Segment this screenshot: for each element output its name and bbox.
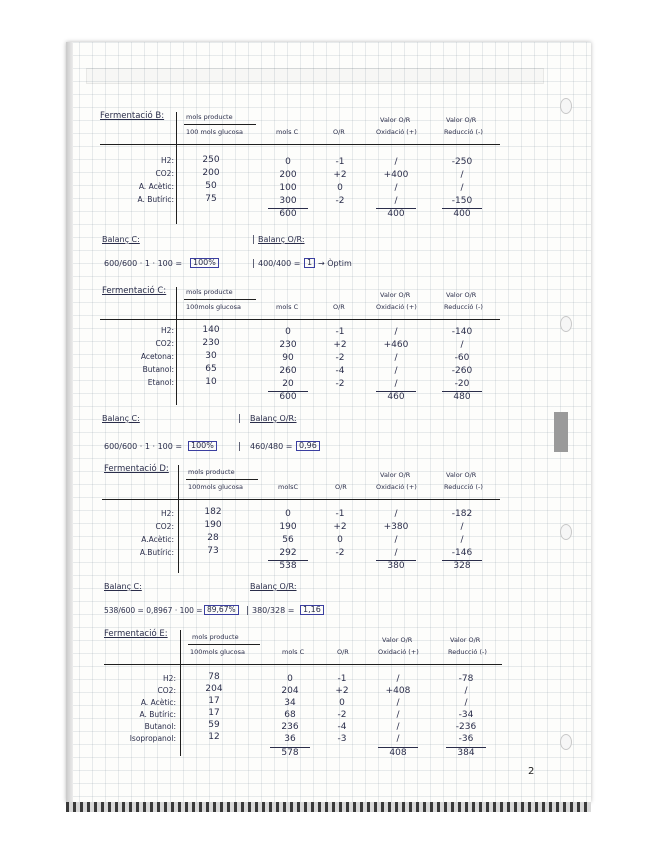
cell-mols: 140 bbox=[202, 325, 220, 335]
table-title: Fermentació B: bbox=[100, 111, 165, 121]
cell-mols-c: 0 bbox=[285, 157, 291, 167]
punch-hole bbox=[560, 524, 572, 540]
header-mols-c: mols C bbox=[276, 303, 299, 311]
header-valor-or-ox: Valor O/R bbox=[380, 116, 411, 124]
cell-mols-c: 0 bbox=[285, 509, 291, 519]
table-divider bbox=[100, 144, 500, 145]
total-reduccio: 328 bbox=[442, 560, 482, 571]
fraction-line bbox=[188, 644, 260, 645]
cell-mols-c: 200 bbox=[279, 170, 297, 180]
balance-c-expression: 600/600 · 1 · 100 = bbox=[104, 442, 183, 451]
cell-reduccio: -36 bbox=[458, 734, 474, 744]
balance-c-expression: 600/600 · 1 · 100 = bbox=[104, 259, 183, 268]
table-divider bbox=[180, 630, 181, 756]
row-label: CO2: bbox=[155, 169, 174, 178]
cell-reduccio: / bbox=[460, 183, 464, 193]
cell-or: +2 bbox=[333, 170, 347, 180]
header-or: O/R bbox=[333, 303, 345, 311]
cell-mols: 10 bbox=[205, 377, 217, 387]
table-divider bbox=[100, 319, 500, 320]
header-oxidacio: Oxidació (+) bbox=[376, 128, 417, 136]
balance-or-expression: 380/328 = bbox=[252, 606, 295, 615]
header-oxidacio: Oxidació (+) bbox=[376, 483, 417, 491]
header-100-mols-glucosa: 100mols glucosa bbox=[186, 303, 241, 311]
balance-c-result: 100% bbox=[188, 441, 217, 451]
cell-or: -4 bbox=[337, 722, 347, 732]
balance-c-label: Balanç C: bbox=[102, 414, 140, 423]
header-or: O/R bbox=[337, 648, 349, 656]
cell-oxidacio: / bbox=[394, 379, 398, 389]
header-mols-c: mols C bbox=[282, 648, 305, 656]
header-valor-or-ox: Valor O/R bbox=[380, 471, 411, 479]
cell-or: -2 bbox=[335, 379, 345, 389]
header-reduccio: Reducció (-) bbox=[444, 303, 483, 311]
row-label: Etanol: bbox=[147, 378, 174, 387]
cell-or: +2 bbox=[333, 340, 347, 350]
cell-oxidacio: / bbox=[396, 734, 400, 744]
cell-or: -2 bbox=[335, 353, 345, 363]
cell-or: -2 bbox=[335, 548, 345, 558]
cell-or: 0 bbox=[337, 183, 343, 193]
row-label: Butanol: bbox=[142, 365, 174, 374]
side-tab bbox=[554, 412, 568, 452]
balance-or-expression: 400/400 = bbox=[258, 259, 301, 268]
balance-or-result: 0,96 bbox=[296, 441, 320, 451]
cell-mols-c: 68 bbox=[284, 710, 296, 720]
header-oxidacio: Oxidació (+) bbox=[378, 648, 419, 656]
balance-separator: | bbox=[238, 442, 242, 452]
cell-oxidacio: / bbox=[396, 722, 400, 732]
cell-oxidacio: / bbox=[394, 353, 398, 363]
cell-mols: 182 bbox=[204, 507, 222, 517]
cell-oxidacio: / bbox=[396, 698, 400, 708]
cell-or: 0 bbox=[337, 535, 343, 545]
cell-mols: 59 bbox=[208, 720, 220, 730]
cell-mols: 28 bbox=[207, 533, 219, 543]
header-valor-or-red: Valor O/R bbox=[446, 116, 477, 124]
header-valor-or-red: Valor O/R bbox=[446, 471, 477, 479]
row-label: H2: bbox=[161, 156, 174, 165]
cell-reduccio: -146 bbox=[451, 548, 473, 558]
balance-c-expression: 538/600 = 0,8967 · 100 = bbox=[104, 606, 203, 615]
row-label: H2: bbox=[163, 674, 176, 683]
table-divider bbox=[104, 664, 502, 665]
total-reduccio: 400 bbox=[442, 208, 482, 219]
header-or: O/R bbox=[335, 483, 347, 491]
balance-or-label: Balanç O/R: bbox=[250, 582, 297, 591]
cell-oxidacio: / bbox=[394, 509, 398, 519]
balance-or-result: 1 bbox=[304, 258, 315, 268]
cell-oxidacio: / bbox=[394, 157, 398, 167]
faded-header-band bbox=[86, 68, 544, 84]
cell-oxidacio: / bbox=[394, 183, 398, 193]
cell-or: -3 bbox=[337, 734, 347, 744]
cell-reduccio: -20 bbox=[454, 379, 470, 389]
cell-mols: 78 bbox=[208, 672, 220, 682]
cell-or: -1 bbox=[335, 509, 345, 519]
cell-mols: 65 bbox=[205, 364, 217, 374]
cell-mols: 230 bbox=[202, 338, 220, 348]
header-oxidacio: Oxidació (+) bbox=[376, 303, 417, 311]
cell-mols: 200 bbox=[202, 168, 220, 178]
total-mols-c: 578 bbox=[270, 747, 310, 758]
row-label: Butanol: bbox=[144, 722, 176, 731]
header-mols-c: mols C bbox=[276, 128, 299, 136]
cell-or: +2 bbox=[333, 522, 347, 532]
header-mols-producte: mols producte bbox=[186, 113, 233, 121]
balance-separator: | bbox=[238, 414, 242, 424]
cell-or: -2 bbox=[335, 196, 345, 206]
cell-or: -1 bbox=[337, 674, 347, 684]
cell-or: +2 bbox=[335, 686, 349, 696]
table-title: Fermentació C: bbox=[102, 286, 167, 296]
total-oxidacio: 460 bbox=[376, 391, 416, 402]
cell-mols-c: 236 bbox=[281, 722, 299, 732]
cell-mols: 73 bbox=[207, 546, 219, 556]
cell-mols: 190 bbox=[204, 520, 222, 530]
binder-strip bbox=[66, 42, 73, 802]
total-oxidacio: 408 bbox=[378, 747, 418, 758]
cell-reduccio: / bbox=[460, 522, 464, 532]
balance-separator: | bbox=[252, 235, 256, 245]
cell-reduccio: -182 bbox=[451, 509, 473, 519]
cell-reduccio: / bbox=[464, 698, 468, 708]
cell-reduccio: / bbox=[460, 170, 464, 180]
balance-c-result: 89,67% bbox=[204, 605, 239, 615]
row-label: CO2: bbox=[157, 686, 176, 695]
cell-oxidacio: / bbox=[394, 535, 398, 545]
row-label: A.Acètic: bbox=[141, 535, 174, 544]
cell-oxidacio: +460 bbox=[383, 340, 409, 350]
cell-mols-c: 292 bbox=[279, 548, 297, 558]
cell-reduccio: / bbox=[460, 340, 464, 350]
cell-mols-c: 36 bbox=[284, 734, 296, 744]
cell-reduccio: / bbox=[460, 535, 464, 545]
cell-mols-c: 0 bbox=[287, 674, 293, 684]
cell-mols: 17 bbox=[208, 696, 220, 706]
cell-mols-c: 90 bbox=[282, 353, 294, 363]
fraction-line bbox=[184, 299, 256, 300]
header-valor-or-ox: Valor O/R bbox=[382, 636, 413, 644]
cell-mols-c: 260 bbox=[279, 366, 297, 376]
cell-or: 0 bbox=[339, 698, 345, 708]
header-valor-or-red: Valor O/R bbox=[446, 291, 477, 299]
cell-mols: 250 bbox=[202, 155, 220, 165]
balance-or-expression: 460/480 = bbox=[250, 442, 293, 451]
cell-mols-c: 230 bbox=[279, 340, 297, 350]
table-title: Fermentació E: bbox=[104, 629, 168, 639]
cell-oxidacio: / bbox=[394, 548, 398, 558]
balance-separator: | bbox=[252, 259, 256, 269]
cell-oxidacio: / bbox=[394, 327, 398, 337]
total-reduccio: 384 bbox=[446, 747, 486, 758]
cell-oxidacio: +380 bbox=[383, 522, 409, 532]
cell-oxidacio: / bbox=[396, 710, 400, 720]
cell-reduccio: -236 bbox=[455, 722, 477, 732]
table-divider bbox=[176, 287, 177, 405]
table-title: Fermentació D: bbox=[104, 464, 169, 474]
header-mols-producte: mols producte bbox=[188, 468, 235, 476]
row-label: H2: bbox=[161, 326, 174, 335]
row-label: CO2: bbox=[155, 339, 174, 348]
header-reduccio: Reducció (-) bbox=[448, 648, 487, 656]
table-divider bbox=[178, 465, 179, 573]
fraction-line bbox=[186, 479, 258, 480]
balance-or-result: 1,16 bbox=[300, 605, 324, 615]
total-oxidacio: 400 bbox=[376, 208, 416, 219]
cell-mols: 204 bbox=[205, 684, 223, 694]
balance-or-label: Balanç O/R: bbox=[250, 414, 297, 423]
total-oxidacio: 380 bbox=[376, 560, 416, 571]
punch-hole bbox=[560, 98, 572, 114]
punch-hole bbox=[560, 316, 572, 332]
row-label: A. Acètic: bbox=[140, 698, 176, 707]
cell-reduccio: -150 bbox=[451, 196, 473, 206]
cell-mols: 30 bbox=[205, 351, 217, 361]
header-mols-c: molsC bbox=[278, 483, 299, 491]
row-label: Isopropanol: bbox=[129, 734, 176, 743]
row-label: A. Butíric: bbox=[139, 710, 176, 719]
bottom-band bbox=[66, 802, 591, 812]
cell-reduccio: -34 bbox=[458, 710, 474, 720]
header-valor-or-red: Valor O/R bbox=[450, 636, 481, 644]
balance-c-label: Balanç C: bbox=[102, 235, 140, 244]
balance-separator: | bbox=[246, 606, 250, 616]
header-or: O/R bbox=[333, 128, 345, 136]
row-label: A. Butíric: bbox=[137, 195, 174, 204]
row-label: A. Acètic: bbox=[138, 182, 174, 191]
cell-reduccio: -78 bbox=[458, 674, 474, 684]
balance-or-label: Balanç O/R: bbox=[258, 235, 305, 244]
header-reduccio: Reducció (-) bbox=[444, 128, 483, 136]
fraction-line bbox=[184, 124, 256, 125]
total-mols-c: 600 bbox=[268, 391, 308, 402]
cell-or: -1 bbox=[335, 327, 345, 337]
balance-c-label: Balanç C: bbox=[104, 582, 142, 591]
balance-or-note: → Òptim bbox=[318, 259, 352, 268]
cell-mols: 75 bbox=[205, 194, 217, 204]
row-label: H2: bbox=[161, 509, 174, 518]
cell-oxidacio: +400 bbox=[383, 170, 409, 180]
cell-mols: 17 bbox=[208, 708, 220, 718]
cell-mols-c: 204 bbox=[281, 686, 299, 696]
cell-oxidacio: / bbox=[396, 674, 400, 684]
cell-mols-c: 0 bbox=[285, 327, 291, 337]
table-divider bbox=[176, 112, 177, 224]
cell-oxidacio: +408 bbox=[385, 686, 411, 696]
header-mols-producte: mols producte bbox=[192, 633, 239, 641]
cell-mols-c: 34 bbox=[284, 698, 296, 708]
cell-reduccio: -140 bbox=[451, 327, 473, 337]
cell-oxidacio: / bbox=[394, 366, 398, 376]
cell-mols-c: 20 bbox=[282, 379, 294, 389]
header-100-mols-glucosa: 100 mols glucosa bbox=[186, 128, 244, 136]
header-100-mols-glucosa: 100mols glucosa bbox=[190, 648, 245, 656]
header-mols-producte: mols producte bbox=[186, 288, 233, 296]
cell-or: -2 bbox=[337, 710, 347, 720]
balance-c-result: 100% bbox=[190, 258, 219, 268]
cell-or: -4 bbox=[335, 366, 345, 376]
cell-mols: 12 bbox=[208, 732, 220, 742]
cell-reduccio: -260 bbox=[451, 366, 473, 376]
header-reduccio: Reducció (-) bbox=[444, 483, 483, 491]
cell-mols-c: 100 bbox=[279, 183, 297, 193]
cell-reduccio: -250 bbox=[451, 157, 473, 167]
total-reduccio: 480 bbox=[442, 391, 482, 402]
page-number: 2 bbox=[528, 766, 535, 777]
total-mols-c: 600 bbox=[268, 208, 308, 219]
cell-or: -1 bbox=[335, 157, 345, 167]
cell-oxidacio: / bbox=[394, 196, 398, 206]
cell-reduccio: / bbox=[464, 686, 468, 696]
row-label: A.Butíric: bbox=[139, 548, 174, 557]
cell-mols-c: 190 bbox=[279, 522, 297, 532]
table-divider bbox=[102, 499, 500, 500]
row-label: CO2: bbox=[155, 522, 174, 531]
cell-mols: 50 bbox=[205, 181, 217, 191]
header-valor-or-ox: Valor O/R bbox=[380, 291, 411, 299]
row-label: Acetona: bbox=[140, 352, 174, 361]
punch-hole bbox=[560, 734, 572, 750]
total-mols-c: 538 bbox=[268, 560, 308, 571]
cell-mols-c: 300 bbox=[279, 196, 297, 206]
header-100-mols-glucosa: 100mols glucosa bbox=[188, 483, 243, 491]
cell-mols-c: 56 bbox=[282, 535, 294, 545]
cell-reduccio: -60 bbox=[454, 353, 470, 363]
